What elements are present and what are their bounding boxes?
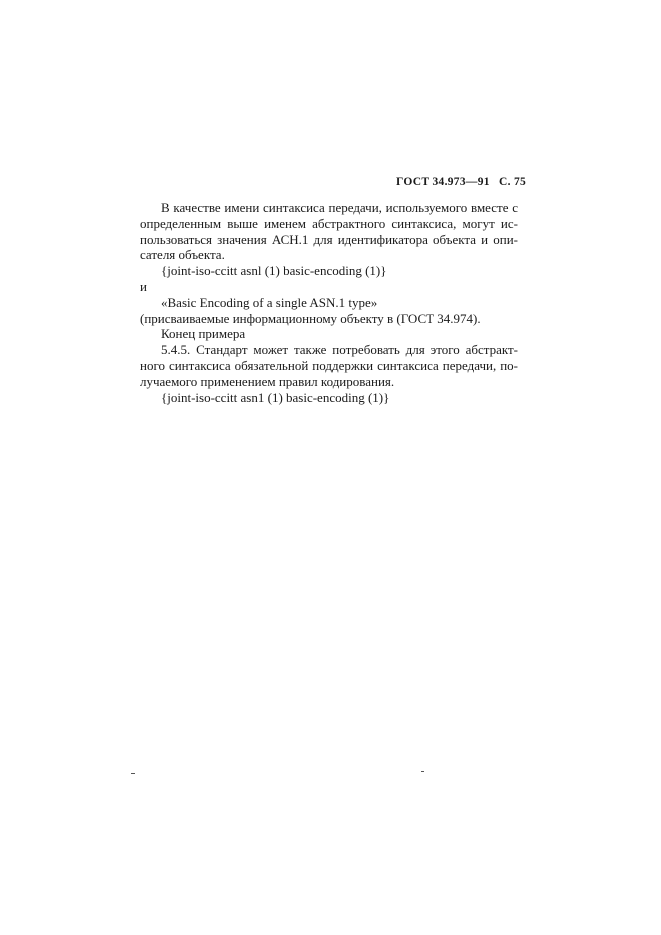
paragraph-line: 5.4.5. Стандарт может также потребовать для этого абстракт- xyxy=(161,342,518,358)
paragraph-line: определенным выше именем абстрактного синтаксиса, могут ис- xyxy=(140,215,518,231)
page-number: С. 75 xyxy=(498,176,527,188)
scan-mark xyxy=(131,773,135,774)
object-descriptor-line: «Basic Encoding of a single ASN.1 type» xyxy=(161,294,378,310)
object-identifier-line: {joint-iso-ccitt asn1 (1) basic-encoding (1)} xyxy=(161,389,390,405)
document-body xyxy=(140,200,518,405)
scan-mark xyxy=(421,771,424,772)
conjunction-line: и xyxy=(140,278,147,294)
paragraph-line: ного синтаксиса обязательной поддержки синтаксиса передачи, по- xyxy=(140,357,518,373)
page-header xyxy=(396,176,526,188)
object-identifier-line: {joint-iso-ccitt asnl (1) basic-encoding (1)} xyxy=(161,263,387,279)
paragraph-line: пользоваться значения АСН.1 для идентификатора объекта и опи- xyxy=(140,231,518,247)
paragraph-line: (присваиваемые информационному объекту в (ГОСТ 34.974). xyxy=(140,310,481,326)
paragraph-line: сателя объекта. xyxy=(140,247,225,263)
paragraph-line: лучаемого применением правил кодирования. xyxy=(140,373,395,389)
standard-reference: ГОСТ 34.973—91 xyxy=(396,176,490,188)
paragraph-line: В качестве имени синтаксиса передачи, используемого вместе с xyxy=(161,200,518,215)
example-end-line: Конец примера xyxy=(161,326,246,342)
